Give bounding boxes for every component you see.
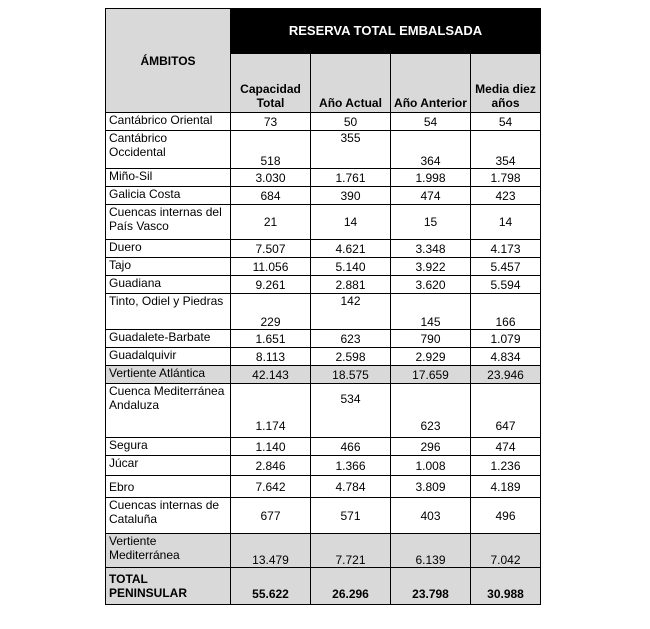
row-name: Miño-Sil: [106, 169, 231, 187]
cell-media: 474: [471, 438, 541, 456]
table-row: [106, 476, 541, 498]
cell-media: 5.457: [471, 258, 541, 276]
cell-ano-anterior: 403: [391, 498, 471, 534]
cell-ano-actual: 4.784: [311, 476, 391, 498]
row-name: Segura: [106, 438, 231, 456]
row-name: Cuenca Mediterránea Andaluza: [106, 384, 231, 438]
cell-capacidad: 55.622: [231, 568, 311, 605]
cell-ano-actual: 355: [311, 131, 391, 169]
cell-ano-anterior: 145: [391, 294, 471, 330]
row-name: TOTAL PENINSULAR: [106, 568, 231, 605]
cell-ano-actual: 26.296: [311, 568, 391, 605]
table-row: [106, 330, 541, 348]
cell-ano-anterior: 23.798: [391, 568, 471, 605]
cell-ano-anterior: 474: [391, 187, 471, 205]
cell-capacidad: 8.113: [231, 348, 311, 366]
cell-ano-anterior: 6.139: [391, 534, 471, 568]
cell-ano-actual: 142: [311, 294, 391, 330]
cell-media: 354: [471, 131, 541, 169]
table-row: [106, 384, 541, 438]
cell-ano-anterior: 1.998: [391, 169, 471, 187]
cell-media: 4.834: [471, 348, 541, 366]
cell-capacidad: 13.479: [231, 534, 311, 568]
cell-ano-actual: 571: [311, 498, 391, 534]
row-name: Duero: [106, 240, 231, 258]
cell-capacidad: 3.030: [231, 169, 311, 187]
cell-capacidad: 21: [231, 205, 311, 240]
cell-ano-anterior: 3.348: [391, 240, 471, 258]
row-name: Guadiana: [106, 276, 231, 294]
cell-media: 166: [471, 294, 541, 330]
cell-media: 1.236: [471, 456, 541, 476]
cell-capacidad: 518: [231, 131, 311, 169]
cell-media: 4.173: [471, 240, 541, 258]
subtotal-row: [106, 366, 541, 384]
cell-ano-anterior: 1.008: [391, 456, 471, 476]
row-name: Tajo: [106, 258, 231, 276]
cell-ano-anterior: 3.922: [391, 258, 471, 276]
cell-ano-actual: 50: [311, 113, 391, 131]
cell-ano-anterior: 15: [391, 205, 471, 240]
cell-ano-anterior: 296: [391, 438, 471, 456]
table-row: [106, 131, 541, 169]
cell-ano-actual: 466: [311, 438, 391, 456]
cell-ano-anterior: 790: [391, 330, 471, 348]
cell-capacidad: 2.846: [231, 456, 311, 476]
subtotal-row: [106, 534, 541, 568]
row-name: Guadalete-Barbate: [106, 330, 231, 348]
cell-ano-actual: 623: [311, 330, 391, 348]
cell-ano-anterior: 3.620: [391, 276, 471, 294]
table-row: [106, 240, 541, 258]
table-row: [106, 456, 541, 476]
table-row: [106, 169, 541, 187]
cell-ano-actual: 2.598: [311, 348, 391, 366]
table-row: [106, 438, 541, 456]
cell-capacidad: 11.056: [231, 258, 311, 276]
cell-media: 5.594: [471, 276, 541, 294]
cell-ano-actual: 7.721: [311, 534, 391, 568]
row-name: Vertiente Mediterránea: [106, 534, 231, 568]
cell-capacidad: 684: [231, 187, 311, 205]
table-row: [106, 276, 541, 294]
cell-ano-anterior: 3.809: [391, 476, 471, 498]
cell-media: 496: [471, 498, 541, 534]
header-ambitos: ÁMBITOS: [106, 9, 231, 113]
cell-ano-actual: 4.621: [311, 240, 391, 258]
row-name: Cantábrico Oriental: [106, 113, 231, 131]
cell-media: 14: [471, 205, 541, 240]
row-name: Ebro: [106, 476, 231, 498]
table-row: [106, 258, 541, 276]
cell-ano-anterior: 54: [391, 113, 471, 131]
header-media-diez-anos: Media diez años: [471, 54, 541, 113]
reservoir-table-container: [105, 8, 540, 614]
table-row: [106, 348, 541, 366]
header-capacidad-total: Capacidad Total: [231, 54, 311, 113]
table-row: [106, 205, 541, 240]
cell-capacidad: 7.642: [231, 476, 311, 498]
row-name: Cuencas internas del País Vasco: [106, 205, 231, 240]
cell-capacidad: 677: [231, 498, 311, 534]
row-name: Guadalquivir: [106, 348, 231, 366]
cell-ano-anterior: 364: [391, 131, 471, 169]
cell-capacidad: 1.651: [231, 330, 311, 348]
cell-capacidad: 229: [231, 294, 311, 330]
cell-capacidad: 73: [231, 113, 311, 131]
cell-ano-actual: 2.881: [311, 276, 391, 294]
cell-media: 647: [471, 384, 541, 438]
cell-ano-actual: 1.761: [311, 169, 391, 187]
cell-capacidad: 1.174: [231, 384, 311, 438]
cell-media: 1.079: [471, 330, 541, 348]
cell-ano-actual: 14: [311, 205, 391, 240]
cell-ano-actual: 1.366: [311, 456, 391, 476]
table-row: [106, 498, 541, 534]
row-name: Tinto, Odiel y Piedras: [106, 294, 231, 330]
row-name: Júcar: [106, 456, 231, 476]
cell-ano-anterior: 17.659: [391, 366, 471, 384]
cell-ano-actual: 534: [311, 384, 391, 438]
cell-ano-anterior: 623: [391, 384, 471, 438]
cell-capacidad: 9.261: [231, 276, 311, 294]
table-row: [106, 113, 541, 131]
cell-ano-anterior: 2.929: [391, 348, 471, 366]
row-name: Cuencas internas de Cataluña: [106, 498, 231, 534]
total-row: [106, 568, 541, 605]
cell-media: 54: [471, 113, 541, 131]
cell-media: 7.042: [471, 534, 541, 568]
reservoir-table: [105, 8, 541, 605]
cell-capacidad: 7.507: [231, 240, 311, 258]
header-ano-actual: Año Actual: [311, 54, 391, 113]
cell-capacidad: 1.140: [231, 438, 311, 456]
cell-ano-actual: 5.140: [311, 258, 391, 276]
cell-media: 423: [471, 187, 541, 205]
table-row: [106, 294, 541, 330]
cell-media: 1.798: [471, 169, 541, 187]
row-name: Vertiente Atlántica: [106, 366, 231, 384]
header-reserva-total: RESERVA TOTAL EMBALSADA: [231, 9, 541, 54]
cell-media: 30.988: [471, 568, 541, 605]
cell-media: 23.946: [471, 366, 541, 384]
cell-media: 4.189: [471, 476, 541, 498]
cell-capacidad: 42.143: [231, 366, 311, 384]
table-row: [106, 187, 541, 205]
cell-ano-actual: 18.575: [311, 366, 391, 384]
row-name: Galicia Costa: [106, 187, 231, 205]
header-ano-anterior: Año Anterior: [391, 54, 471, 113]
cell-ano-actual: 390: [311, 187, 391, 205]
row-name: Cantábrico Occidental: [106, 131, 231, 169]
